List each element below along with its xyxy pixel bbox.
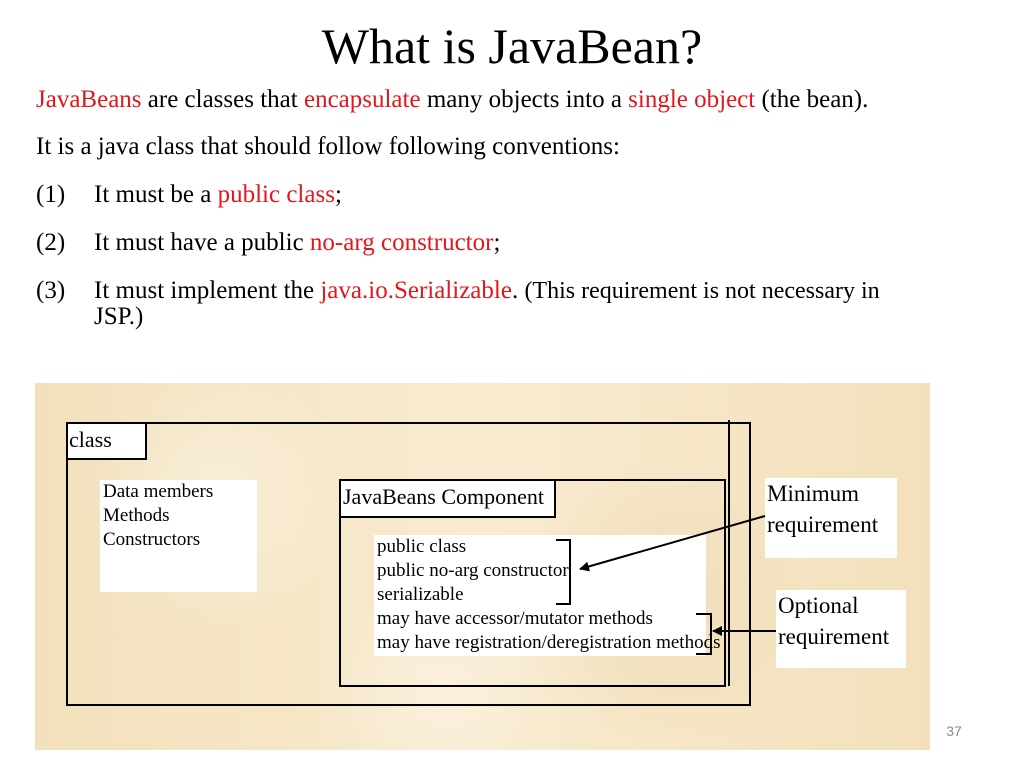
item-1-key: public class <box>217 181 335 208</box>
member-constructors: Constructors <box>103 529 201 550</box>
minimum-arrow <box>580 516 765 569</box>
item-1-number: (1) <box>36 181 66 208</box>
item-2-text <box>94 228 500 258</box>
item-3-pre: It must implement the <box>94 277 321 304</box>
intro-line <box>36 85 868 115</box>
req-public-class: public class <box>377 536 467 557</box>
req-serializable: serializable <box>377 584 464 605</box>
req-accessor-mutator: may have accessor/mutator methods <box>377 608 653 629</box>
req-no-arg-constructor: public no-arg constructor <box>377 560 569 581</box>
page-number: 37 <box>946 723 962 739</box>
term-encapsulate: encapsulate <box>303 86 421 113</box>
intro-text-1: are classes that <box>141 86 304 113</box>
item-3-number: (3) <box>36 277 66 304</box>
intro-text-3: (the bean). <box>755 86 869 113</box>
conventions-line: It is a java class that should follow following conventions: <box>36 133 620 160</box>
member-data-members: Data members <box>103 481 214 502</box>
javabean-diagram <box>35 383 930 750</box>
item-3-post: . <box>511 277 525 304</box>
javabeans-component-label: JavaBeans Component <box>339 479 556 518</box>
item-1-text <box>94 180 342 210</box>
item-2-pre: It must have a public <box>94 229 310 256</box>
item-3-text <box>94 276 880 306</box>
intro-text-2: many objects into a <box>420 86 629 113</box>
class-label: class <box>66 422 147 460</box>
minimum-bracket <box>556 540 570 604</box>
minimum-line-1: Minimum <box>767 481 860 506</box>
member-methods: Methods <box>103 505 170 526</box>
optional-bracket <box>696 614 711 654</box>
diagram-arrows <box>35 383 930 750</box>
item-1-post: ; <box>334 181 342 208</box>
item-3-key: java.io.Serializable <box>320 277 512 304</box>
item-2-post: ; <box>493 229 501 256</box>
item-3-note-cont: JSP.) <box>94 303 144 330</box>
term-single-object: single object <box>628 86 756 113</box>
minimum-line-2: requirement <box>767 512 879 537</box>
req-registration: may have registration/deregistration methods <box>377 632 721 653</box>
item-3-note: (This requirement is not necessary in <box>524 278 880 304</box>
term-javabeans: JavaBeans <box>36 86 142 113</box>
item-2-number: (2) <box>36 229 66 256</box>
optional-line-2: requirement <box>778 624 890 649</box>
item-1-pre: It must be a <box>94 181 218 208</box>
optional-line-1: Optional <box>778 593 859 618</box>
slide-title: What is JavaBean? <box>321 18 703 74</box>
item-2-key: no-arg constructor <box>309 229 494 256</box>
